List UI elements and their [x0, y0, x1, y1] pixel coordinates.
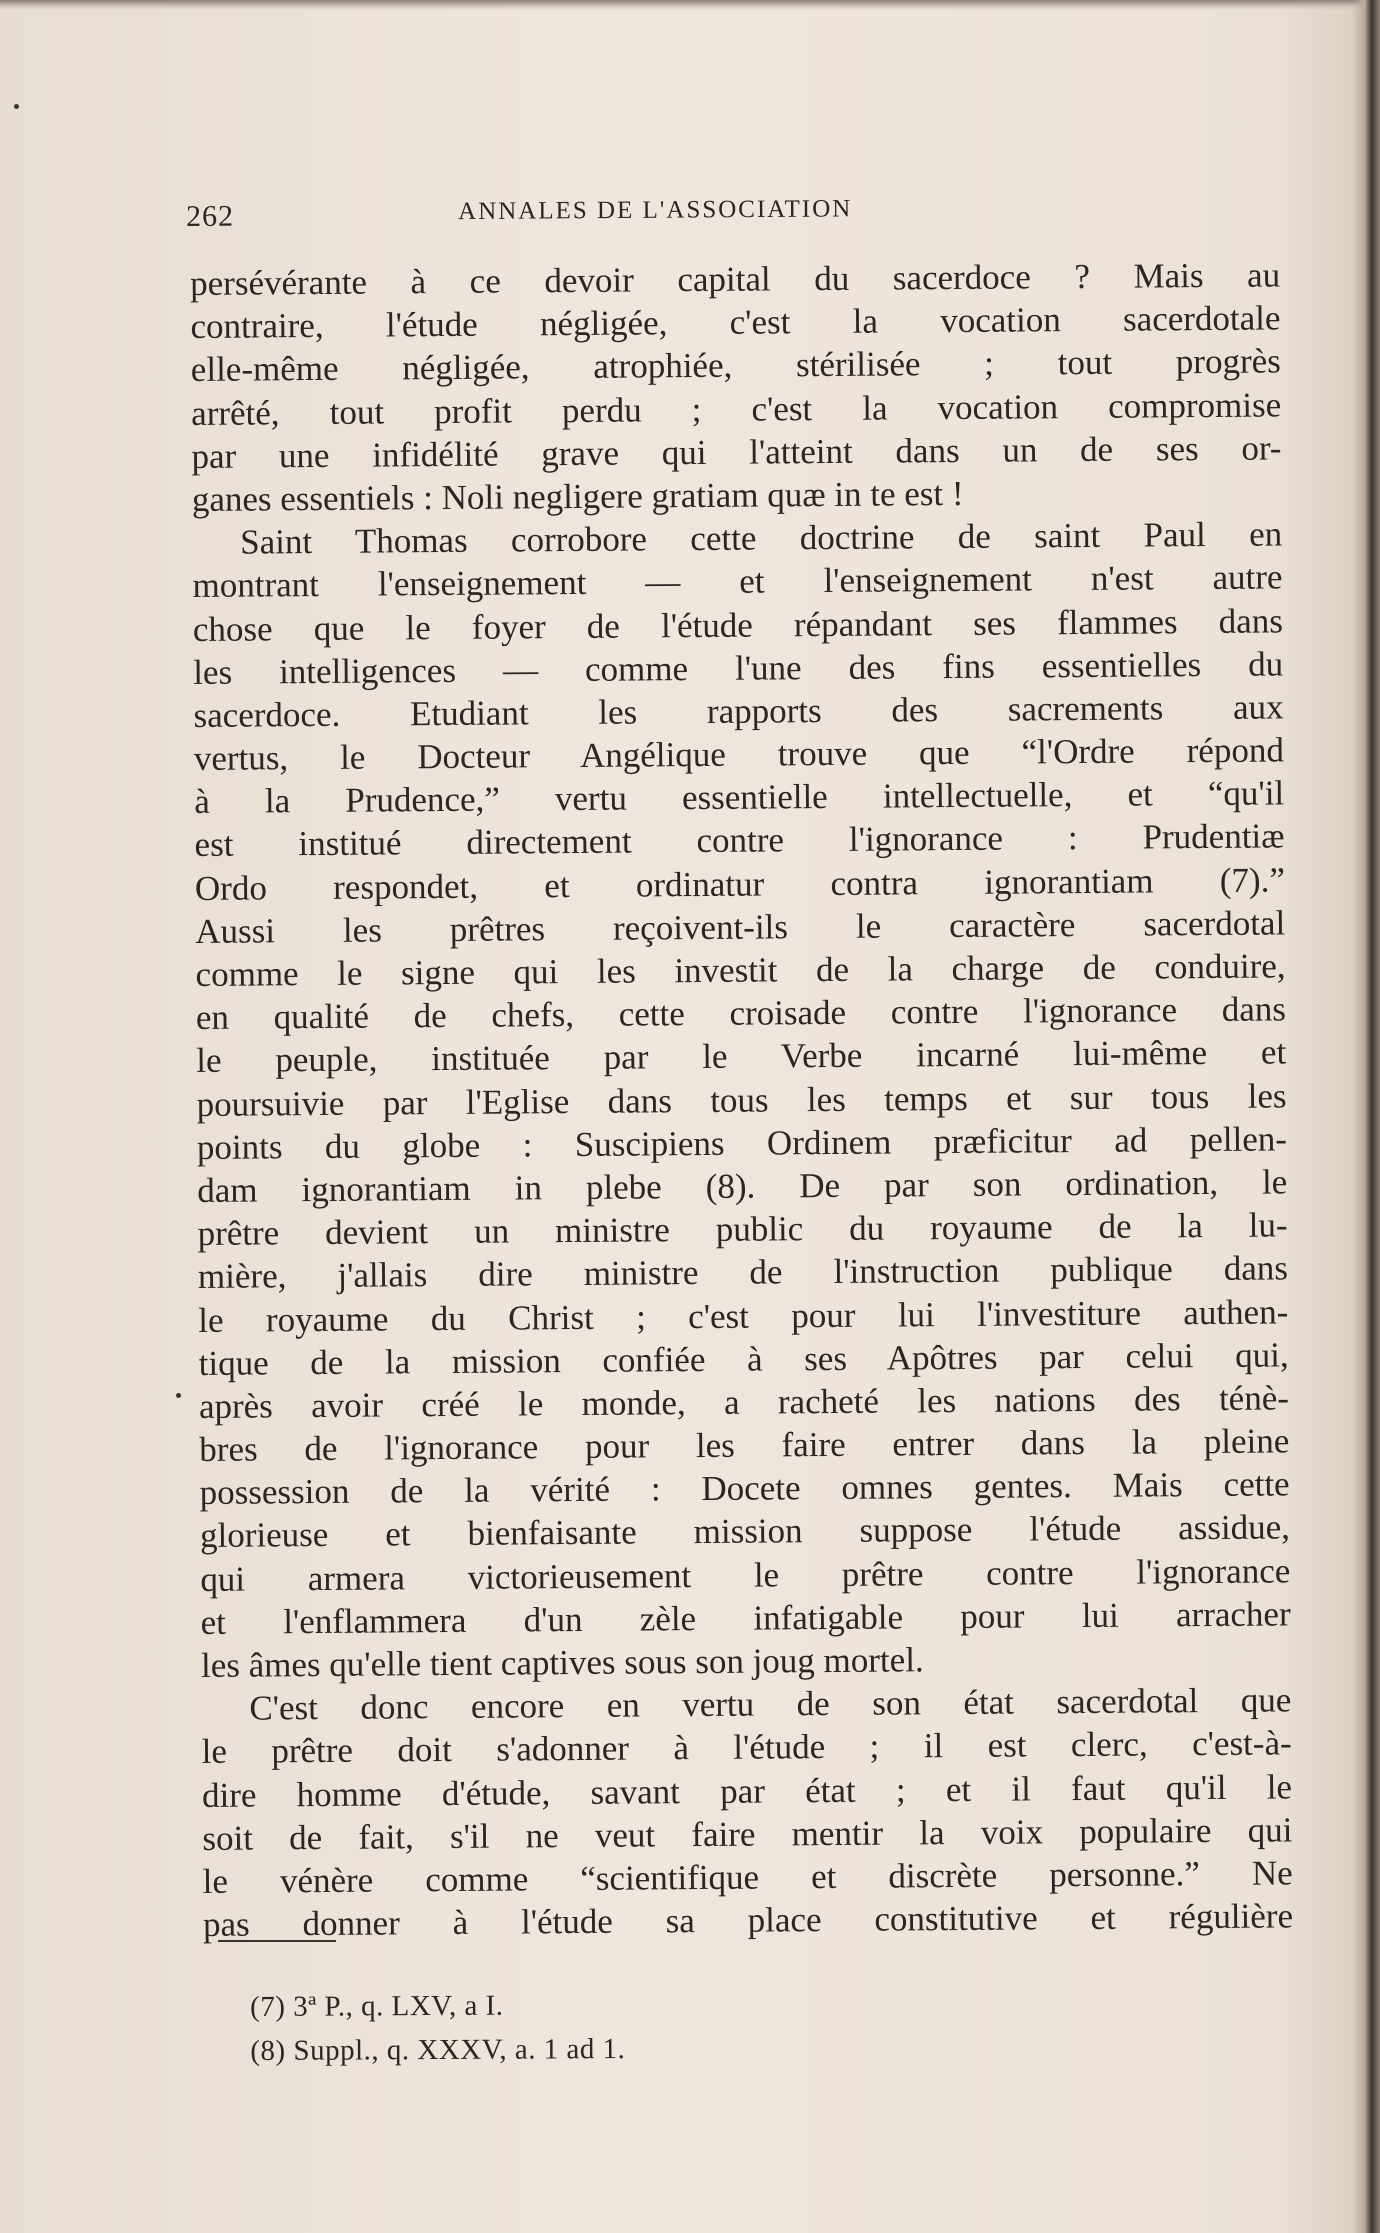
text-line: après avoir créé le monde, a racheté les nations des ténè-	[198, 1378, 1290, 1426]
text-line: soit de fait, s'il ne veut faire mentir la voix populaire qui	[202, 1810, 1293, 1858]
text-line: et l'enflammera d'un zèle infatigable pour lui arracher	[200, 1594, 1291, 1642]
text-line: le prêtre doit s'adonner à l'étude ; il est clerc, c'est-à-	[201, 1723, 1292, 1772]
running-title: ANNALES DE L'ASSOCIATION	[457, 195, 853, 226]
text-line: Ordo respondet, et ordinatur contra ignorantiam (7).”	[194, 860, 1286, 908]
text-line: Aussi les prêtres reçoivent-ils le caractère sacerdotal	[195, 903, 1286, 951]
text-line: les intelligences — comme l'une des fins essentielles du	[193, 644, 1284, 692]
footnotes	[250, 1981, 950, 2073]
text-line: comme le signe qui les investit de la charge de conduire,	[195, 946, 1286, 994]
paper-speck	[176, 1393, 181, 1398]
page-header	[186, 194, 986, 240]
text-line: montrant l'enseignement — et l'enseignement n'est autre	[192, 557, 1283, 606]
text-line: poursuivie par l'Eglise dans tous les temps et sur tous les	[196, 1075, 1287, 1124]
text-line: en qualité de chefs, cette croisade contre l'ignorance dans	[195, 989, 1287, 1038]
page-top-edge	[0, 0, 1380, 10]
text-line: le vénère comme “scientifique et discrète personne.” Ne	[202, 1853, 1293, 1901]
text-line: chose que le foyer de l'étude répandant ses flammes dans	[192, 600, 1284, 649]
text-line: arrêté, tout profit perdu ; c'est la vocation compromise	[191, 384, 1282, 433]
text-line: le royaume du Christ ; c'est pour lui l'investiture authen-	[198, 1291, 1289, 1340]
text-line: tique de la mission confiée à ses Apôtres par celui qui,	[198, 1335, 1289, 1383]
text-line: possession de la vérité : Docete omnes gentes. Mais cette	[199, 1464, 1290, 1513]
text-line: vertus, le Docteur Angélique trouve que “l'Ordre répond	[193, 730, 1285, 779]
paper-speck	[14, 104, 19, 109]
text-line: le peuple, instituée par le Verbe incarné lui-même et	[196, 1032, 1287, 1081]
text-line: est institué directement contre l'ignorance : Prudentiæ	[194, 816, 1285, 865]
paragraph-start-line: Saint Thomas corrobore cette doctrine de saint Paul en	[240, 514, 1283, 562]
text-line: contraire, l'étude négligée, c'est la vocation sacerdotale	[190, 298, 1281, 347]
text-line: elle-même négligée, atrophiée, stérilisée ; tout progrès	[190, 341, 1281, 390]
text-line: sacerdoce. Etudiant les rapports des sacrements aux	[193, 687, 1284, 735]
text-line: prêtre devient un ministre public du royaume de la lu-	[197, 1205, 1288, 1254]
page-number: 262	[186, 199, 235, 233]
text-line: dam ignorantiam in plebe (8). De par son ordination, le	[197, 1162, 1288, 1210]
text-line: par une infidélité grave qui l'atteint dans un de ses or-	[191, 428, 1282, 476]
text-line: pas donner à l'étude sa place constitutive et régulière	[202, 1896, 1294, 1945]
text-line: points du globe : Suscipiens Ordinem præficitur ad pellen-	[196, 1119, 1288, 1167]
text-line: glorieuse et bienfaisante mission suppose l'étude assidue,	[199, 1507, 1291, 1556]
text-line: les âmes qu'elle tient captives sous son joug mortel.	[200, 1640, 924, 1685]
footnote-separator	[218, 1940, 336, 1942]
footnote-7: (7) 3ª P., q. LXV, a I.	[250, 1989, 504, 2023]
paragraph-start-line: C'est donc encore en vertu de son état sacerdotal que	[249, 1680, 1292, 1728]
text-line: dire homme d'étude, savant par état ; et il faut qu'il le	[201, 1766, 1293, 1815]
text-line: qui armera victorieusement le prêtre contre l'ignorance	[200, 1551, 1291, 1599]
book-spine-shadow	[1352, 0, 1380, 2233]
text-line: bres de l'ignorance pour les faire entrer dans la pleine	[199, 1421, 1290, 1470]
text-line: mière, j'allais dire ministre de l'instruction publique dans	[197, 1248, 1289, 1297]
body-text	[190, 253, 1293, 1946]
footnote-8: (8) Suppl., q. XXXV, a. 1 ad 1.	[250, 2033, 626, 2067]
text-line: à la Prudence,” vertu essentielle intellectuelle, et “qu'il	[194, 773, 1285, 822]
text-line: persévérante à ce devoir capital du sacerdoce ? Mais au	[190, 255, 1281, 303]
text-line: ganes essentiels : Noli negligere gratiam quæ in te est !	[191, 473, 964, 519]
